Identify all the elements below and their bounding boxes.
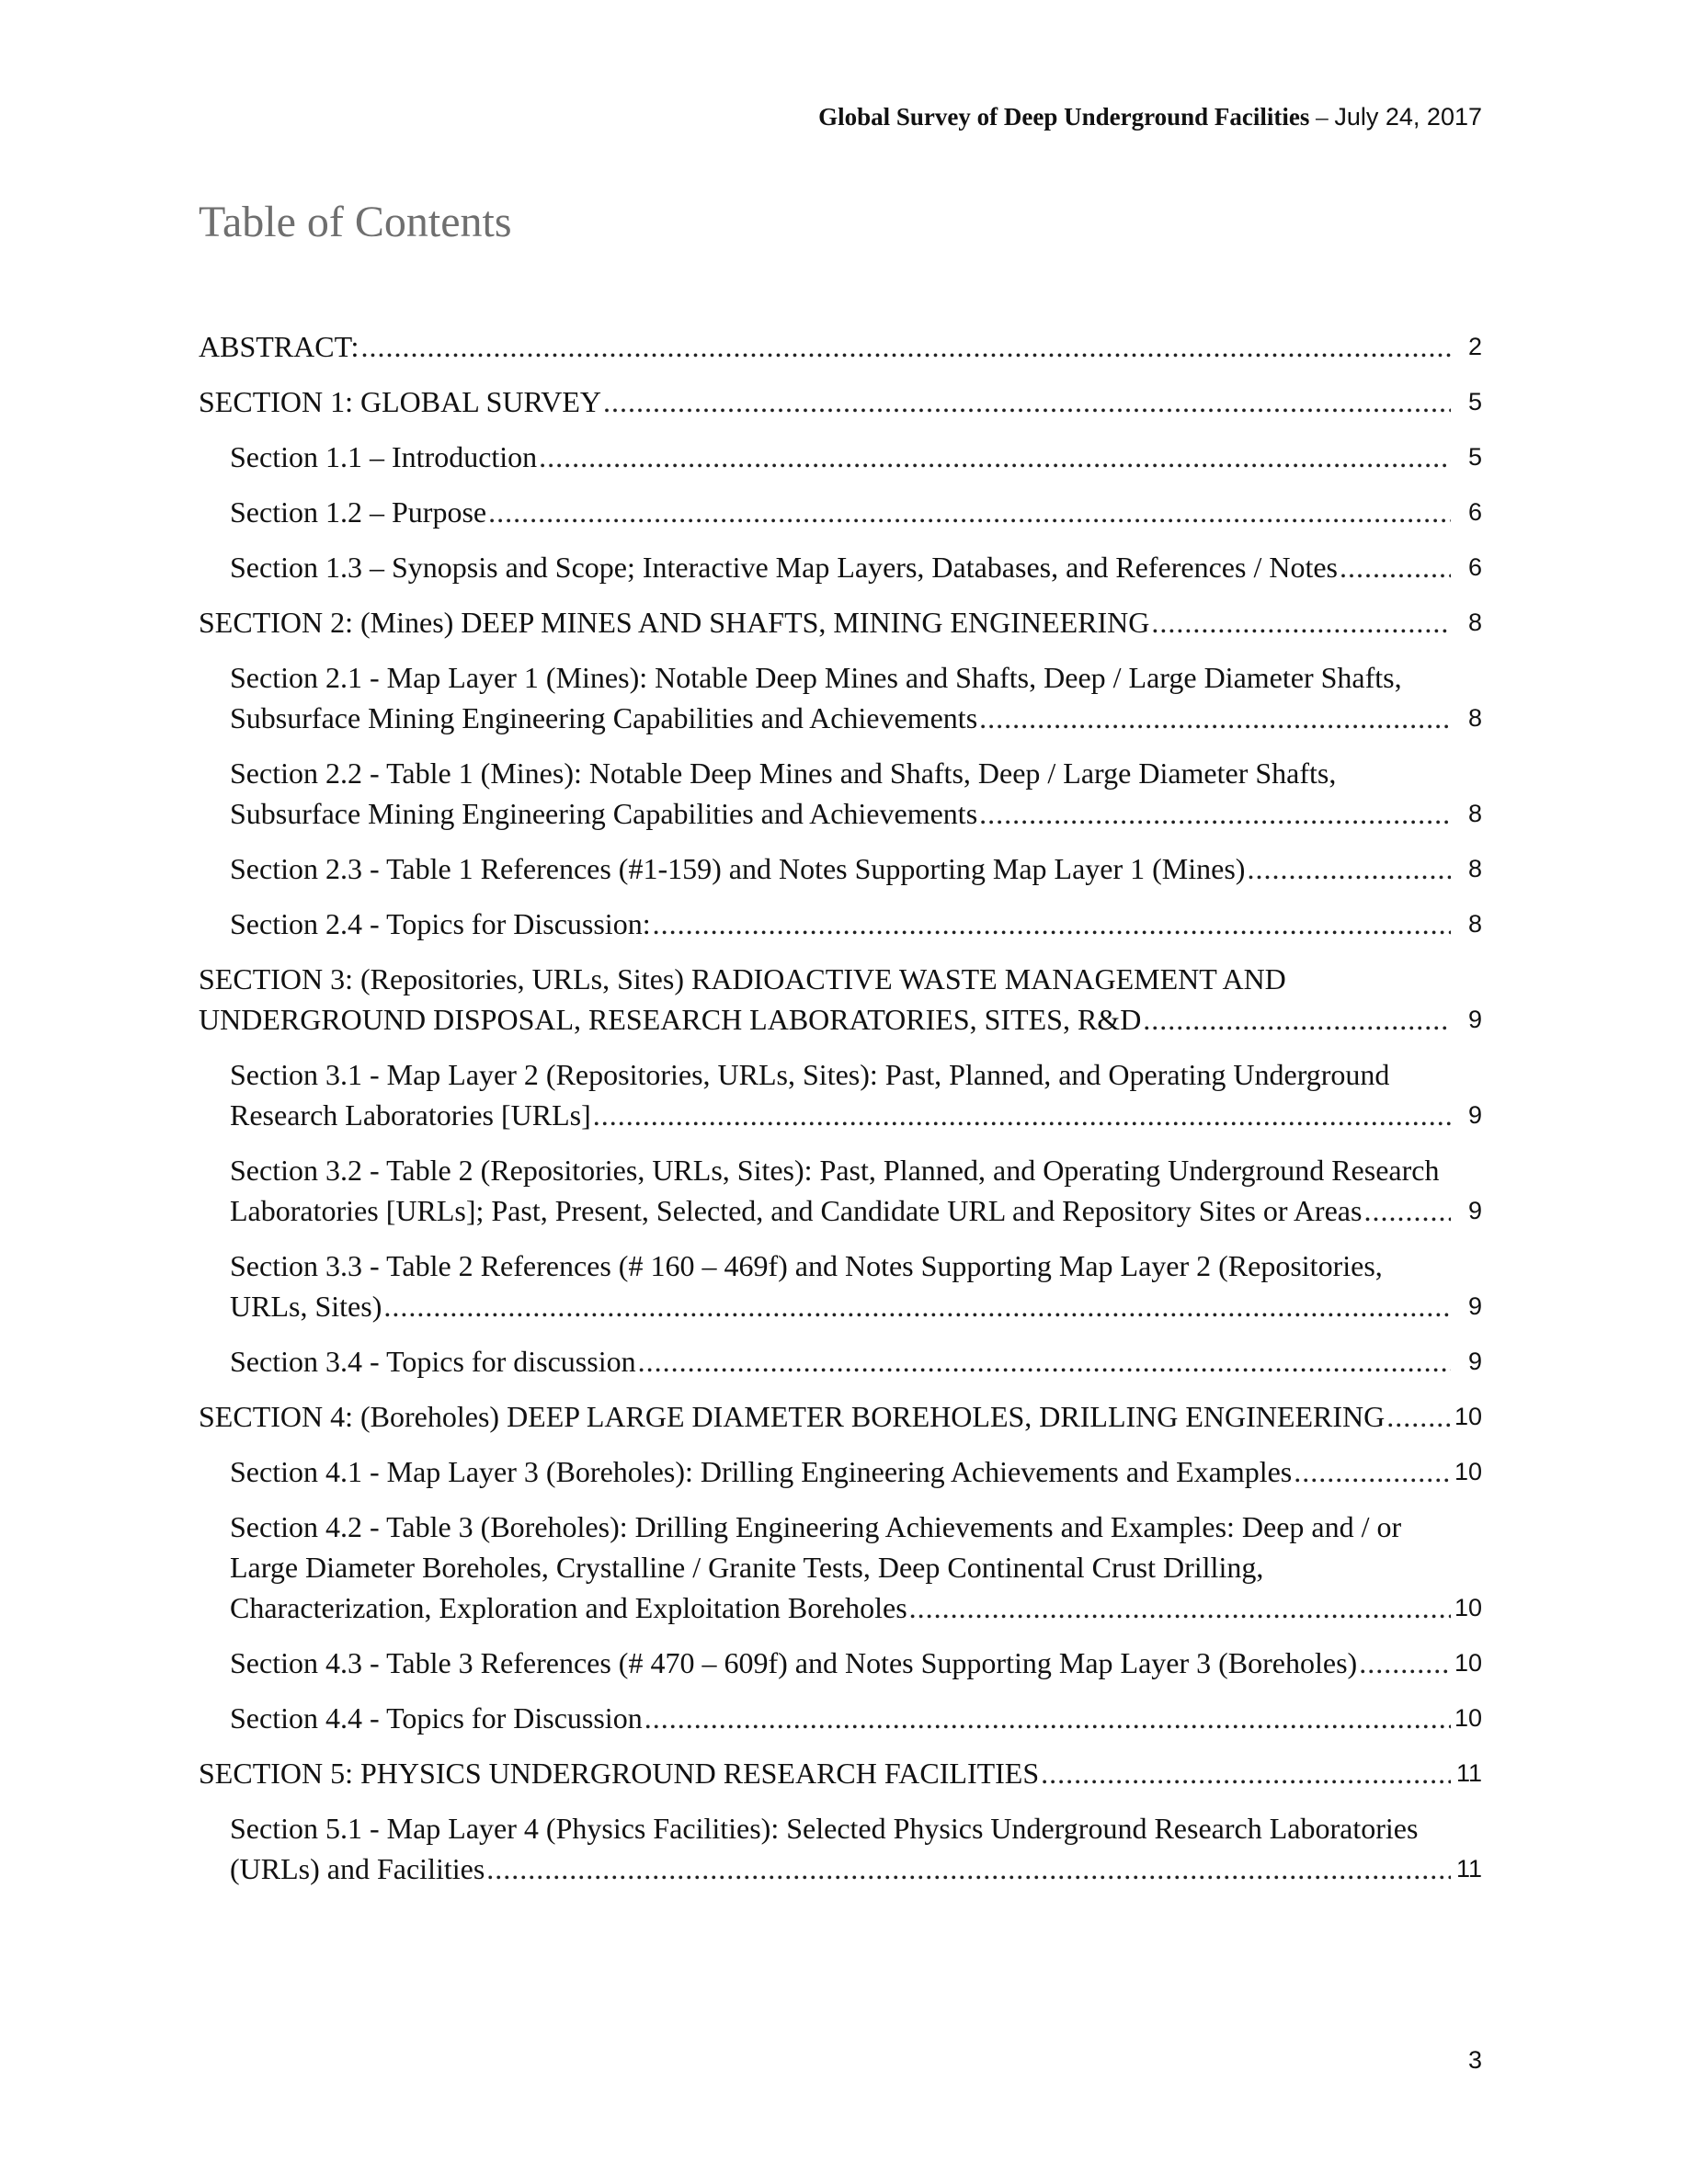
- toc-page-number: 5: [1467, 388, 1482, 415]
- dot-leader: [653, 904, 1451, 944]
- toc-entry-text: Section 4.2 - Table 3 (Boreholes): Drilling Engineering Achievements and Examples: Deep and / or: [230, 1510, 1402, 1543]
- toc-entry-text: (URLs) and Facilities: [230, 1852, 485, 1885]
- header-date: July 24, 2017: [1334, 103, 1482, 131]
- toc-page-number: 9: [1467, 1348, 1482, 1375]
- toc-page-number: 5: [1467, 443, 1482, 471]
- toc-page-number: 8: [1467, 609, 1482, 636]
- toc-entry[interactable]: [230, 1643, 1482, 1683]
- toc-entry[interactable]: [230, 1054, 1482, 1135]
- toc-entry-text: Large Diameter Boreholes, Crystalline / Granite Tests, Deep Continental Crust Drilling,: [230, 1551, 1264, 1584]
- toc-entry[interactable]: [230, 492, 1482, 532]
- toc-entry[interactable]: [230, 904, 1482, 944]
- toc-entry[interactable]: [230, 437, 1482, 477]
- toc-entry-text: SECTION 4: (Boreholes) DEEP LARGE DIAMETER BOREHOLES, DRILLING ENGINEERING: [199, 1400, 1386, 1433]
- toc-entry[interactable]: [230, 1150, 1482, 1231]
- toc-entry-text: Subsurface Mining Engineering Capabilities and Achievements: [230, 701, 978, 734]
- toc-entry-text: Section 1.2 – Purpose: [230, 495, 487, 529]
- toc-entry-text: Section 2.2 - Table 1 (Mines): Notable Deep Mines and Shafts, Deep / Large Diameter Shafts,: [230, 756, 1337, 790]
- toc-page-number: 6: [1467, 498, 1482, 526]
- toc-entry-text: SECTION 2: (Mines) DEEP MINES AND SHAFTS, MINING ENGINEERING: [199, 606, 1150, 639]
- toc-page-number: 6: [1467, 553, 1482, 581]
- toc-entry-text: Section 3.4 - Topics for discussion: [230, 1345, 636, 1378]
- toc-entry-text: UNDERGROUND DISPOSAL, RESEARCH LABORATORIES, SITES, R&D: [199, 1003, 1142, 1036]
- dot-leader: [1386, 1396, 1451, 1437]
- dot-leader: [360, 326, 1451, 367]
- toc-page-number: 11: [1455, 1759, 1482, 1787]
- toc-entry-text: Section 4.1 - Map Layer 3 (Boreholes): Drilling Engineering Achievements and Examples: [230, 1455, 1293, 1488]
- running-header: [818, 103, 1482, 131]
- toc-entry-text: ABSTRACT:: [199, 330, 359, 363]
- toc-heading: Table of Contents: [199, 198, 512, 246]
- toc-entry-text: Research Laboratories [URLs]: [230, 1098, 591, 1132]
- toc-entry-text: Section 2.1 - Map Layer 1 (Mines): Notable Deep Mines and Shafts, Deep / Large Diameter Shafts,: [230, 661, 1402, 694]
- toc-page-number: 8: [1467, 704, 1482, 732]
- toc-entry[interactable]: [230, 1507, 1482, 1628]
- toc-entry-text: Section 2.4 - Topics for Discussion:: [230, 907, 651, 940]
- toc-page-number: 10: [1454, 1704, 1482, 1732]
- toc-entry-text: Section 2.3 - Table 1 References (#1-159) and Notes Supporting Map Layer 1 (Mines): [230, 852, 1246, 885]
- dot-leader: [644, 1698, 1451, 1738]
- toc-entry-text: SECTION 5: PHYSICS UNDERGROUND RESEARCH FACILITIES: [199, 1757, 1040, 1790]
- dot-leader: [1143, 999, 1451, 1040]
- toc-page-number: 9: [1467, 1292, 1482, 1320]
- dot-leader: [1247, 848, 1451, 889]
- toc-entry[interactable]: [199, 959, 1482, 1040]
- dot-leader: [1294, 1451, 1451, 1492]
- toc-page-number: 8: [1467, 910, 1482, 938]
- toc-page-number: 11: [1455, 1855, 1482, 1883]
- toc-entry-text: Section 4.3 - Table 3 References (# 470 – 609f) and Notes Supporting Map Layer 3 (Boreholes): [230, 1646, 1358, 1679]
- toc-entry-text: Section 3.3 - Table 2 References (# 160 – 469f) and Notes Supporting Map Layer 2 (Repositories,: [230, 1249, 1383, 1282]
- dot-leader: [1363, 1190, 1451, 1231]
- toc-entry-text: URLs, Sites): [230, 1290, 382, 1323]
- toc-entry[interactable]: [230, 1246, 1482, 1326]
- toc-entry-text: Laboratories [URLs]; Past, Present, Selected, and Candidate URL and Repository Sites or Areas: [230, 1194, 1363, 1227]
- toc-page-number: 10: [1454, 1649, 1482, 1677]
- dot-leader: [909, 1587, 1451, 1628]
- toc-entry[interactable]: [199, 602, 1482, 643]
- toc-entry-text: Section 1.1 – Introduction: [230, 440, 538, 473]
- dot-leader: [1359, 1643, 1451, 1683]
- toc-page-number: 9: [1467, 1006, 1482, 1033]
- table-of-contents: [199, 326, 1482, 1904]
- toc-page-number: 8: [1467, 855, 1482, 882]
- toc-entry[interactable]: [199, 381, 1482, 422]
- toc-entry-text: Section 5.1 - Map Layer 4 (Physics Facilities): Selected Physics Underground Research Laboratories: [230, 1812, 1419, 1845]
- dot-leader: [1340, 547, 1451, 587]
- page-number: 3: [1467, 2046, 1482, 2074]
- toc-entry-text: Section 4.4 - Topics for Discussion: [230, 1701, 643, 1735]
- toc-entry-text: Characterization, Exploration and Exploitation Boreholes: [230, 1591, 907, 1624]
- dot-leader: [593, 1095, 1451, 1135]
- toc-page-number: 8: [1467, 800, 1482, 827]
- toc-entry[interactable]: [230, 1341, 1482, 1382]
- toc-entry-text: Section 1.3 – Synopsis and Scope; Interactive Map Layers, Databases, and References / Notes: [230, 551, 1338, 584]
- dot-leader: [486, 1848, 1451, 1889]
- toc-page-number: 9: [1467, 1101, 1482, 1129]
- toc-entry[interactable]: [199, 326, 1482, 367]
- toc-entry[interactable]: [199, 1396, 1482, 1437]
- dot-leader: [979, 793, 1451, 834]
- dot-leader: [638, 1341, 1451, 1382]
- toc-entry[interactable]: [230, 547, 1482, 587]
- toc-entry-text: Subsurface Mining Engineering Capabilities and Achievements: [230, 797, 978, 830]
- header-title: Global Survey of Deep Underground Facilities: [818, 103, 1310, 131]
- toc-page-number: 10: [1454, 1594, 1482, 1621]
- dot-leader: [979, 698, 1451, 738]
- toc-entry[interactable]: [230, 848, 1482, 889]
- toc-entry-text: SECTION 1: GLOBAL SURVEY: [199, 385, 602, 418]
- toc-page-number: 10: [1454, 1458, 1482, 1485]
- toc-page-number: 10: [1454, 1403, 1482, 1430]
- dot-leader: [1041, 1753, 1451, 1793]
- toc-entry[interactable]: [199, 1753, 1482, 1793]
- toc-entry-text: Section 3.2 - Table 2 (Repositories, URLs, Sites): Past, Planned, and Operating Underground Research: [230, 1154, 1440, 1187]
- toc-entry[interactable]: [230, 657, 1482, 738]
- toc-page-number: 9: [1467, 1197, 1482, 1224]
- toc-entry[interactable]: [230, 1451, 1482, 1492]
- dot-leader: [603, 381, 1451, 422]
- toc-page-number: 2: [1467, 333, 1482, 360]
- dot-leader: [383, 1286, 1451, 1326]
- header-separator: –: [1309, 103, 1335, 131]
- toc-entry[interactable]: [230, 1698, 1482, 1738]
- toc-entry[interactable]: [230, 1808, 1482, 1889]
- dot-leader: [488, 492, 1451, 532]
- toc-entry-text: SECTION 3: (Repositories, URLs, Sites) RADIOACTIVE WASTE MANAGEMENT AND: [199, 962, 1286, 995]
- dot-leader: [539, 437, 1451, 477]
- dot-leader: [1151, 602, 1451, 643]
- toc-entry[interactable]: [230, 753, 1482, 834]
- toc-entry-text: Section 3.1 - Map Layer 2 (Repositories, URLs, Sites): Past, Planned, and Operating Underground: [230, 1058, 1390, 1091]
